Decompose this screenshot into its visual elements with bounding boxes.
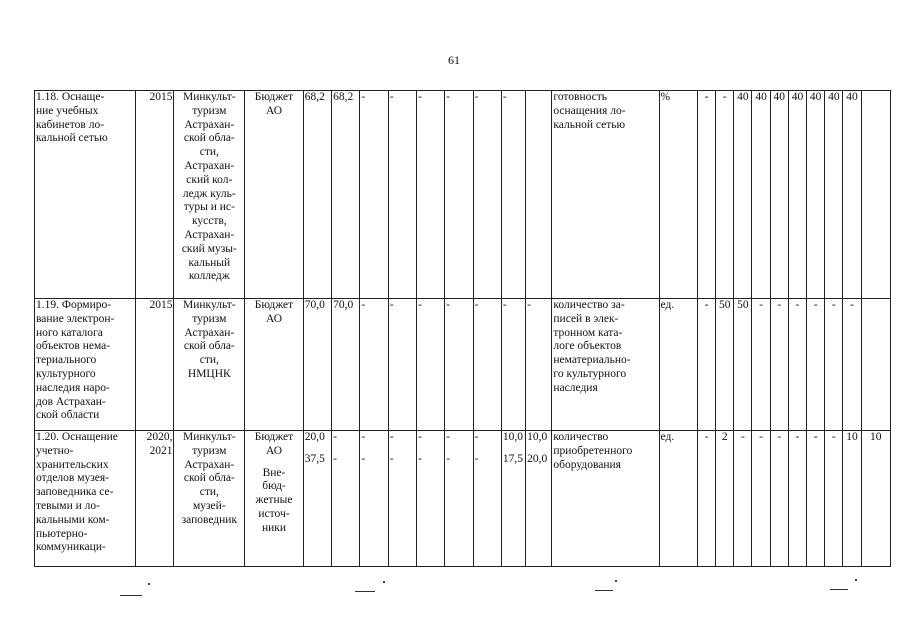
- funding-amount-line: -: [474, 91, 479, 103]
- funding-amount: [332, 431, 360, 567]
- indicator-unit: ед.: [659, 299, 697, 431]
- scan-mark: [355, 591, 375, 592]
- indicator-value: [861, 91, 890, 299]
- funding-amount-line: -: [361, 299, 366, 311]
- scan-mark: [830, 589, 848, 590]
- indicator-value: 10: [843, 431, 861, 567]
- scan-mark: [615, 580, 617, 582]
- funding-amount: [303, 431, 331, 567]
- funding-amount-line: -: [417, 299, 422, 311]
- indicator-name: количество приобретенного оборудования: [552, 431, 659, 567]
- funding-source-line: Бюджет АО: [254, 91, 294, 117]
- funding-amount-line: -: [527, 299, 531, 311]
- funding-amount-line: -: [389, 299, 394, 311]
- funding-amount: [526, 431, 552, 567]
- indicator-value: -: [807, 431, 825, 567]
- program-activities-table: [34, 90, 891, 567]
- funding-amount: [303, 91, 331, 299]
- activity-name: 1.19. Формиро- вание электрон- ного каталога объектов нема- териального культурного наследия наро- дов Астрахан- ской области: [35, 299, 136, 431]
- scan-mark: [120, 595, 142, 596]
- funding-amount-line: -: [474, 452, 479, 465]
- funding-amount-line: -: [446, 452, 451, 465]
- activity-executor: Минкульт- туризм Астрахан- ской обла- сти, НМЦНК: [174, 299, 245, 431]
- funding-amount-line: -: [361, 452, 366, 465]
- funding-amount-line: 68,2: [304, 91, 325, 103]
- funding-amount-line: -: [446, 431, 451, 443]
- activity-year: 2015: [136, 299, 174, 431]
- funding-amount: [388, 431, 416, 567]
- funding-amount-line: -: [389, 91, 394, 103]
- indicator-value: 10: [861, 431, 890, 567]
- funding-amount: [388, 299, 416, 431]
- funding-amount: [416, 299, 444, 431]
- funding-amount-line: -: [502, 299, 507, 311]
- funding-amount-line: 17,5: [502, 452, 523, 465]
- funding-amount-line: 70,0: [333, 299, 354, 311]
- funding-amount: [360, 299, 388, 431]
- indicator-value: -: [752, 431, 770, 567]
- funding-amount-line: 20,0: [527, 452, 548, 465]
- funding-amount: [416, 91, 444, 299]
- indicator-value: 40: [825, 91, 843, 299]
- indicator-value: -: [770, 299, 788, 431]
- indicator-unit: %: [659, 91, 697, 299]
- table-row: [35, 299, 891, 431]
- funding-amount-line: -: [333, 431, 337, 443]
- funding-amount-line: -: [417, 452, 422, 465]
- scan-mark: [148, 583, 150, 585]
- indicator-unit: ед.: [659, 431, 697, 567]
- funding-amount: [303, 299, 331, 431]
- indicator-value: 40: [770, 91, 788, 299]
- indicator-value: -: [825, 299, 843, 431]
- indicator-value: -: [770, 431, 788, 567]
- funding-amount-line: -: [474, 431, 479, 443]
- activity-year: 2020, 2021: [136, 431, 174, 567]
- indicator-value: -: [697, 431, 715, 567]
- indicator-value: -: [843, 299, 861, 431]
- funding-source: [245, 431, 304, 567]
- funding-source: [245, 299, 304, 431]
- funding-amount-line: 70,0: [304, 299, 325, 311]
- funding-amount-line: -: [389, 431, 394, 443]
- activity-name: 1.18. Оснаще- ние учебных кабинетов ло- кальной сетью: [35, 91, 136, 299]
- page-number: 61: [448, 53, 460, 67]
- funding-source-line: Бюджет АО: [254, 431, 294, 457]
- funding-amount-line: 10,0: [502, 431, 523, 443]
- funding-amount: [360, 91, 388, 299]
- funding-amount: [416, 431, 444, 567]
- funding-amount-line: -: [474, 299, 479, 311]
- funding-amount: [501, 431, 525, 567]
- funding-amount: [501, 91, 525, 299]
- scan-mark: [855, 579, 857, 581]
- indicator-value: 40: [734, 91, 752, 299]
- funding-amount-line: -: [417, 431, 422, 443]
- funding-amount-line: -: [417, 91, 422, 103]
- indicator-value: -: [697, 299, 715, 431]
- funding-amount: [526, 91, 552, 299]
- funding-amount: [445, 91, 473, 299]
- funding-source-line: Бюджет АО: [254, 299, 294, 325]
- funding-amount: [445, 299, 473, 431]
- indicator-value: 40: [843, 91, 861, 299]
- activity-executor: Минкульт- туризм Астрахан- ской обла- сти, музей- заповедник: [174, 431, 245, 567]
- indicator-name: количество за- писей в элек- тронном ката- логе объектов нематериально- го культурного наследия: [552, 299, 659, 431]
- scan-mark: [595, 590, 613, 591]
- funding-amount: [526, 299, 552, 431]
- indicator-value: 40: [807, 91, 825, 299]
- funding-amount: [473, 299, 501, 431]
- funding-amount-line: -: [361, 91, 366, 103]
- activity-executor: Минкульт- туризм Астрахан- ской обла- сти, Астрахан- ский кол- ледж куль- туры и ис- кусств, Астрахан- ский музы- кальный колледж: [174, 91, 245, 299]
- funding-amount-line: -: [446, 91, 451, 103]
- funding-amount: [332, 91, 360, 299]
- funding-amount: [473, 431, 501, 567]
- funding-amount: [473, 91, 501, 299]
- indicator-value: -: [825, 431, 843, 567]
- table-row: [35, 431, 891, 567]
- indicator-value: -: [807, 299, 825, 431]
- indicator-value: -: [788, 431, 806, 567]
- indicator-name: готовность оснащения ло- кальной сетью: [552, 91, 659, 299]
- indicator-value: -: [788, 299, 806, 431]
- funding-amount-line: -: [333, 452, 337, 465]
- table-row: [35, 91, 891, 299]
- funding-amount: [445, 431, 473, 567]
- indicator-value: -: [697, 91, 715, 299]
- indicator-value: -: [716, 91, 734, 299]
- funding-amount-line: 10,0: [527, 431, 548, 443]
- funding-amount-line: 20,0: [304, 431, 325, 443]
- funding-amount: [388, 91, 416, 299]
- funding-amount: [332, 299, 360, 431]
- funding-amount: [360, 431, 388, 567]
- activity-name: 1.20. Оснащение учетно- хранительских отделов музея- заповедника се- тевыми и ло- кальными ком- пьютерно- коммуникаци-: [35, 431, 136, 567]
- scan-mark: [383, 581, 385, 583]
- indicator-value: -: [734, 431, 752, 567]
- indicator-value: [861, 299, 890, 431]
- indicator-value: 40: [752, 91, 770, 299]
- funding-amount: [501, 299, 525, 431]
- activity-year: 2015: [136, 91, 174, 299]
- indicator-value: 2: [716, 431, 734, 567]
- indicator-value: -: [752, 299, 770, 431]
- funding-amount-line: 37,5: [304, 452, 325, 465]
- funding-amount-line: 68,2: [333, 91, 354, 103]
- funding-source-line: Вне- бюд- жетные источ- ники: [255, 466, 293, 534]
- indicator-value: 50: [734, 299, 752, 431]
- funding-source: [245, 91, 304, 299]
- indicator-value: 40: [788, 91, 806, 299]
- funding-amount-line: -: [361, 431, 366, 443]
- funding-amount-line: -: [502, 91, 507, 103]
- funding-amount-line: -: [389, 452, 394, 465]
- funding-amount-line: -: [446, 299, 451, 311]
- indicator-value: 50: [716, 299, 734, 431]
